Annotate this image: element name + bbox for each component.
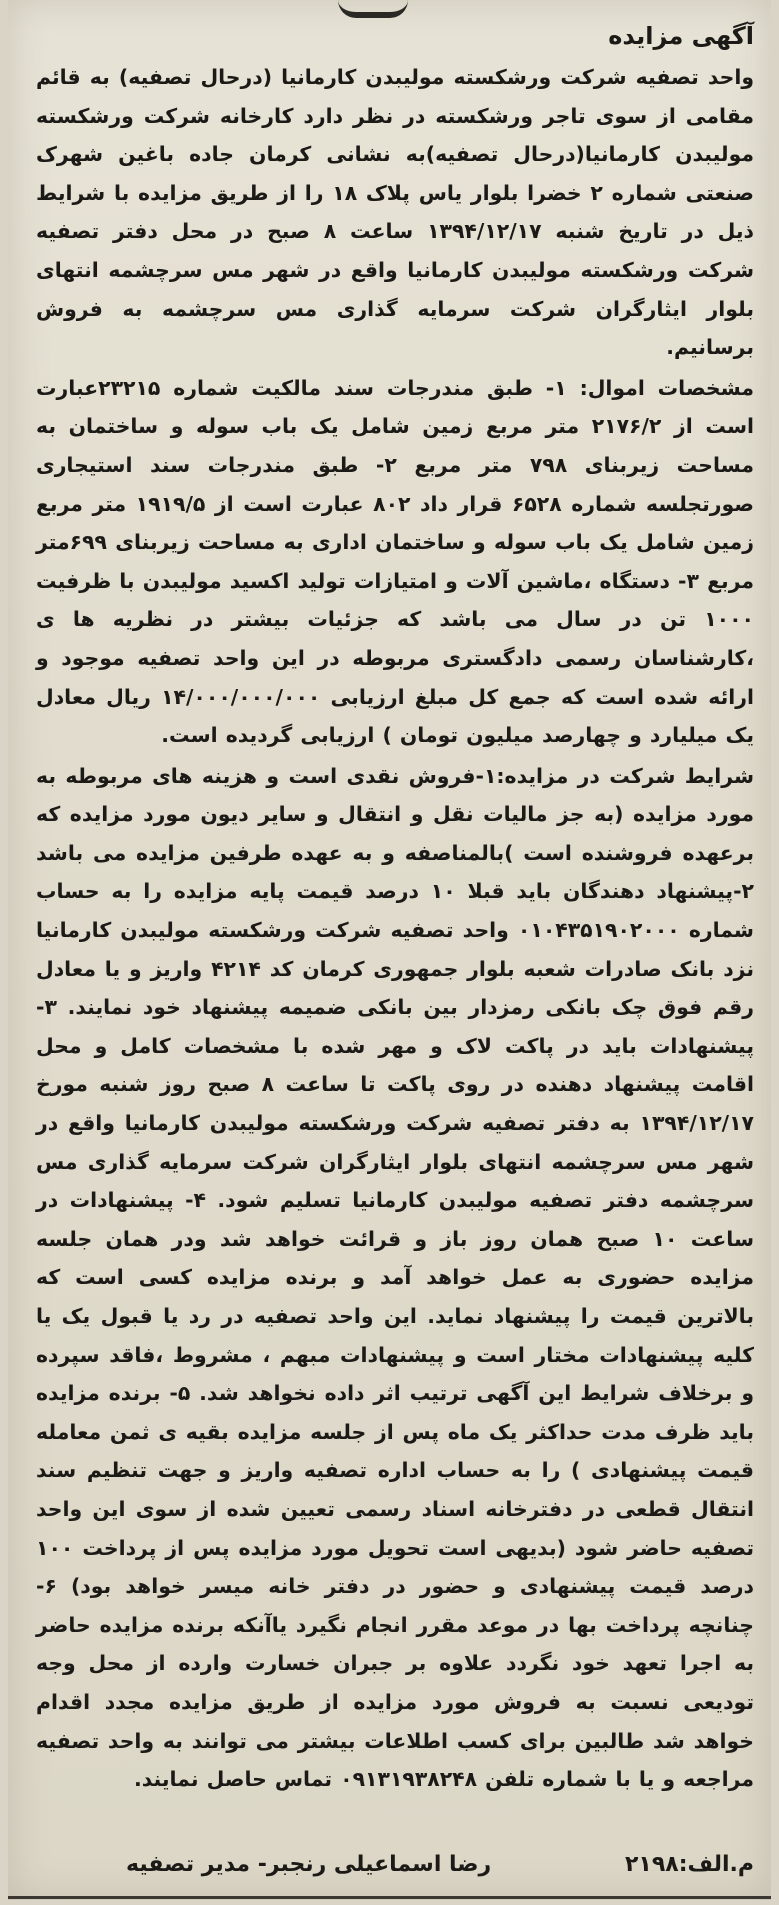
signatory: رضا اسماعیلی رنجبر- مدیر تصفیه <box>126 1852 492 1877</box>
notice-intro-paragraph: واحد تصفیه شرکت ورشکسته مولیبدن کارمانیا (درحال تصفیه) به قائم مقامی از سوی تاجر ورشکسته در نظر دارد کارخانه شرکت ورشکسته مولیبدن کارمانیا(درحال تصفیه)به نشانی کرمان جاده باغین شهرک صنعتی شماره ۲ خضرا بلوار یاس پلاک ۱۸ را از طریق مزایده با شرایط ذیل در تاریخ شنبه ۱۳۹۴/۱۲/۱۷ ساعت ۸ صبح در محل دفتر تصفیه شرکت ورشکسته مولیبدن کارمانیا واقع در شهر مس سرچشمه انتهای بلوار ایثارگران شرکت سرمایه گذاری مس سرچشمه به فروش برسانیم. <box>36 65 755 360</box>
property-specs-paragraph: مشخصات اموال: ۱- طبق مندرجات سند مالکیت شماره ۲۳۲۱۵عبارت است از ۲۱۷۶/۲ متر مربع زمین شامل یک باب سوله و ساختمان به مساحت زیربنای ۷۹۸ متر مربع ۲- طبق مندرجات سند استیجاری صورتجلسه شماره ۶۵۲۸ قرار داد ۸۰۲ عبارت است از ۱۹۱۹/۵ متر مربع زمین شامل یک باب سوله و ساختمان اداری به مساحت زیربنای ۶۹۹متر مربع ۳- دستگاه ،ماشین آلات و امتیازات تولید اکسید مولیبدن با ظرفیت ۱۰۰۰ تن در سال می باشد که جزئیات بیشتر در نظریه ها ی ،کارشناسان رسمی دادگستری مربوطه در این واحد تصفیه موجود و ارائه شده است که جمع کل مبلغ ارزیابی ۱۴/۰۰۰/۰۰۰/۰۰۰ ریال معادل یک میلیارد و چهارصد میلیون تومان ) ارزیابی گردیده است. <box>36 375 754 748</box>
notice-title: آگهی مزایده <box>608 22 754 50</box>
reference-number: م.الف:۲۱۹۸ <box>625 1852 754 1877</box>
page-edge-mark <box>338 0 408 18</box>
bottom-rule <box>8 1896 771 1899</box>
auction-notice <box>36 18 754 1799</box>
notice-footer <box>36 1852 754 1892</box>
auction-conditions-paragraph: شرایط شرکت در مزایده:۱-فروش نقدی است و هزینه های مربوطه به مورد مزایده (به جز مالیات نقل و انتقال و سایر دیون مورد مزایده که برعهده فروشنده است )بالمناصفه و به عهده طرفین مزایده می باشد ۲-پیشنهاد دهندگان باید قبلا ۱۰ درصد قیمت پایه مزایده را به حساب شماره ۰۱۰۴۳۵۱۹۰۲۰۰۰ واحد تصفیه شرکت ورشکسته مولیبدن کارمانیا نزد بانک صادرات شعبه بلوار جمهوری کرمان کد ۴۲۱۴ واریز و یا معادل رقم فوق چک بانکی رمزدار بین بانکی ضمیمه پیشنهاد خود نمایند. ۳- پیشنهادات باید در پاکت لاک و مهر شده با مشخصات کامل و محل اقامت پیشنهاد دهنده در روی پاکت تا ساعت ۸ صبح روز شنبه مورخ ۱۳۹۴/۱۲/۱۷ به دفتر تصفیه شرکت ورشکسته مولیبدن کارمانیا واقع در شهر مس سرچشمه انتهای بلوار ایثارگران شرکت سرمایه گذاری مس سرچشمه دفتر تصفیه مولیبدن کارمانیا تسلیم شود. ۴- پیشنهادات در ساعت ۱۰ صبح همان روز باز و قرائت خواهد شد ودر همان جلسه مزایده حضوری به عمل خواهد آمد و برنده مزایده کسی است که بالاترین قیمت را پیشنهاد نماید. این واحد تصفیه در رد یا قبول یک یا کلیه پیشنهادات مختار است و پیشنهادات مبهم ، مشروط ،فاقد سپرده و برخلاف شرایط این آگهی ترتیب اثر داده نخواهد شد. ۵- برنده مزایده باید ظرف مدت حداکثر یک ماه پس از جلسه مزایده بقیه ی ثمن معامله قیمت پیشنهادی ) را به حساب اداره تصفیه واریز و جهت تنظیم سند انتقال قطعی در دفترخانه اسناد رسمی تعیین شده از سوی این واحد تصفیه حاضر شود (بدیهی است تحویل مورد مزایده پس از پرداخت ۱۰۰ درصد قیمت پیشنهادی و حضور در دفتر خانه میسر خواهد بود) ۶- چنانچه پرداخت بها در موعد مقرر انجام نگیرد یاآنکه برنده مزایده حاضر به اجرا تعهد خود نگردد علاوه بر جبران خسارت وارده از محل وجه تودیعی نسبت به فروش مورد مزایده از طریق مزایده مجدد اقدام خواهد شد طالبین برای کسب اطلاعات بیشتر می توانند به واحد تصفیه مراجعه و یا با شماره تلفن ۰۹۱۳۱۹۳۸۲۴۸ تماس حاصل نمایند. <box>36 763 754 1792</box>
